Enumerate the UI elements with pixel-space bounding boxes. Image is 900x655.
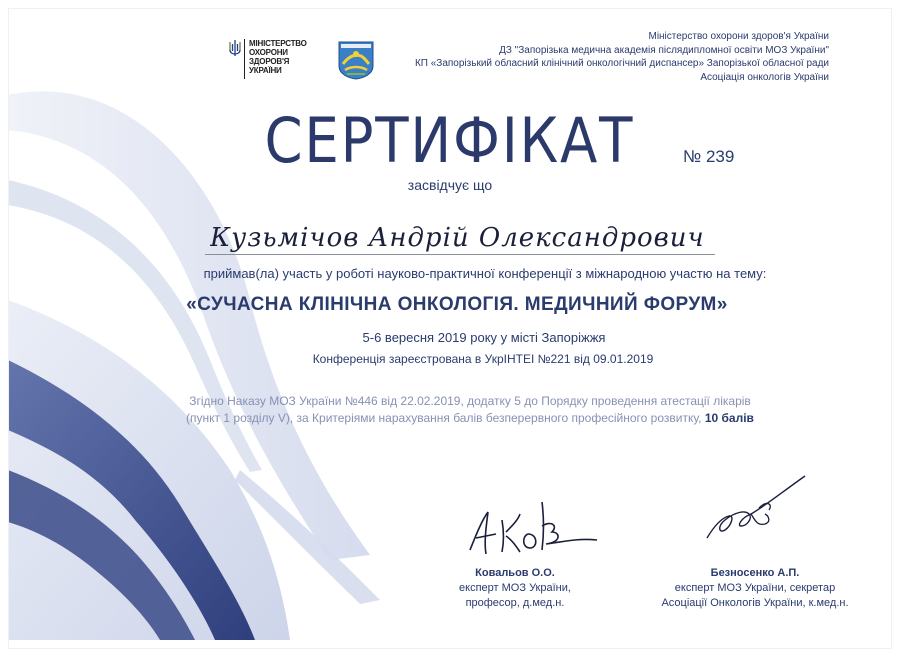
signer-title: експерт МОЗ України, [459,582,571,594]
participation-text: приймав(ла) участь у роботі науково-практичної конференції з міжнародною участю на тему: [203,266,767,281]
organization-line: Асоціація онкологів України [700,71,829,83]
signer-title: експерт МОЗ України, секретар [674,582,836,594]
recipient-underline [205,254,715,255]
order-line-2 [40,410,900,427]
recipient-name: Кузьмічов Андрій Олександрович [210,223,705,253]
signer-degree: професор, д.мед.н. [465,597,565,609]
signer-2 [640,566,870,611]
signer-name: Ковальов О.О. [475,567,555,579]
logo-divider [244,39,245,79]
signer-1 [430,566,600,611]
order-line-text: (пункт 1 розділу V), за Критеріями нарахування балів безперервного професійного розвитку, [186,411,702,425]
signature-kovalyov [462,490,602,565]
ministry-logo-line: ЗДОРОВ'Я [249,57,290,66]
ministry-logo-line: ОХОРОНИ [249,48,288,57]
conference-dates: 5-6 вересня 2019 року у місті Запоріжжя [362,330,606,345]
conference-topic: «СУЧАСНА КЛІНІЧНА ОНКОЛОГІЯ. МЕДИЧНИЙ ФОРУМ» [186,294,728,315]
order-text [0,393,900,427]
organization-line: ДЗ "Запорізька медична академія післядипломної освіти МОЗ України" [499,44,829,56]
certifies-text: засвідчує що [407,177,493,193]
signature-beznosenko [695,470,815,550]
points-value: 10 балів [704,411,754,425]
trident-icon [229,39,241,57]
ministry-logo [229,39,307,79]
organization-line: КП «Запорізький обласний клінічний онкологічний диспансер» Запорізької обласної ради [414,58,829,69]
ministry-logo-line: МІНІСТЕРСТВО [249,39,307,48]
academy-emblem-icon [337,40,375,80]
certificate-number: № 239 [683,147,735,166]
signer-name: Безносенко А.П. [710,567,800,579]
signer-degree: Асоціації Онкологів України, к.мед.н. [661,597,849,609]
ministry-logo-text [249,39,307,75]
organization-line: Міністерство охорони здоров'я України [648,31,829,42]
ministry-logo-line: УКРАЇНИ [249,66,282,75]
organizations-block [415,30,829,84]
order-line: Згідно Наказу МОЗ України №446 від 22.02.2019, додатку 5 до Порядку проведення атестації лікарів [189,394,751,408]
certificate-title: СЕРТИФІКАТ [264,104,635,177]
registration-text: Конференція зареєстрована в УкрІНТЕІ №221 від 09.01.2019 [312,352,654,366]
